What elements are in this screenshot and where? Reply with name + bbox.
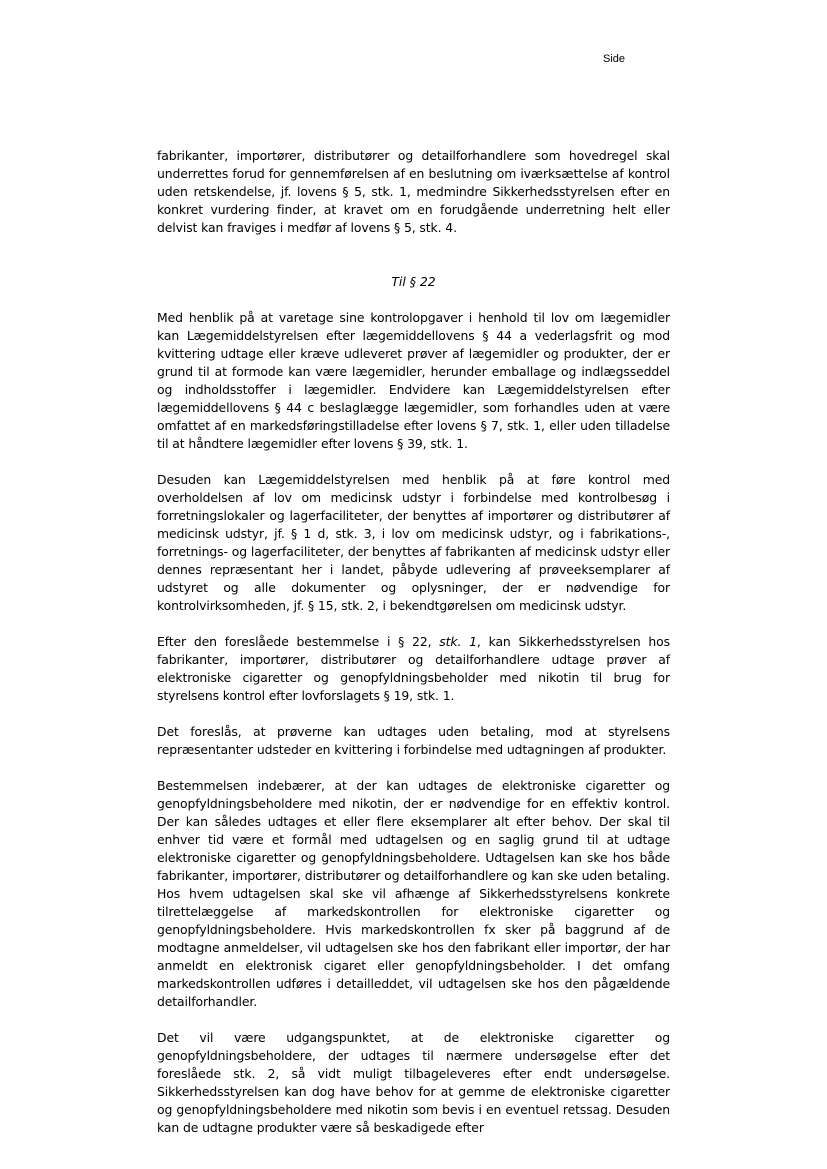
document-body (157, 147, 670, 1155)
intro-paragraph: fabrikanter, importører, distributører og detailforhandlere som hovedregel skal underrettes forud for gennemførelsen af en beslutning om iværksættelse af kontrol uden retskendelse, jf. lovens § 5, stk. 1, medmindre Sikkerhedsstyrelsen efter en konkret vurdering finder, at kravet om en forudgående underretning helt eller delvist kan fraviges i medfør af lovens § 5, stk. 4. (157, 148, 670, 235)
paragraph-1: Med henblik på at varetage sine kontrolopgaver i henhold til lov om lægemidler kan Lægemiddelstyrelsen efter lægemiddellovens § 44 a vederlagsfrit og mod kvittering udtage eller kræve udleveret prøver af lægemidler og produkter, der er grund til at formode kan være lægemidler, herunder emballage og indlægsseddel og indholdsstoffer i lægemidler. Endvidere kan Lægemiddelstyrelsen efter lægemiddellovens § 44 c beslaglægge lægemidler, som forhandles uden at være omfattet af en markedsføringstilladelse efter lovens § 7, stk. 1, eller uden tilladelse til at håndtere lægemidler efter lovens § 39, stk. 1. (157, 310, 670, 451)
paragraph-6: Det vil være udgangspunktet, at de elektroniske cigaretter og genopfyldningsbeholdere, der udtages til nærmere undersøgelse efter det foreslåede stk. 2, så vidt muligt tilbageleveres efter endt undersøgelse. Sikkerhedsstyrelsen kan dog have behov for at gemme de elektroniske cigaretter og genopfyldningsbeholdere med nikotin som bevis i en eventuel retssag. Desuden kan de udtagne produkter være så beskadigede efter (157, 1030, 670, 1135)
paragraph-2: Desuden kan Lægemiddelstyrelsen med henblik på at føre kontrol med overholdelsen af lov om medicinsk udstyr i forbindelse med kontrolbesøg i forretningslokaler og lagerfaciliteter, der benyttes af importører og distributører af medicinsk udstyr, jf. § 1 d, stk. 3, i lov om medicinsk udstyr, og i fabrikations-, forretnings- og lagerfaciliteter, der benyttes af fabrikanten af medicinsk udstyr eller dennes repræsentant her i landet, påbyde udlevering af prøveeksemplarer af udstyret og alle dokumenter og oplysninger, der er nødvendige for kontrolvirksomheden, jf. § 15, stk. 2, i bekendtgørelsen om medicinsk udstyr. (157, 472, 670, 613)
paragraph-3-text-a: Efter den foreslåede bestemmelse i § 22, (157, 634, 440, 649)
paragraph-4: Det foreslås, at prøverne kan udtages uden betaling, mod at styrelsens repræsentanter udsteder en kvittering i forbindelse med udtagningen af produkter. (157, 724, 670, 757)
page-label: Side (603, 53, 626, 65)
section-heading: Til § 22 (391, 274, 436, 289)
paragraph-3 (157, 633, 670, 705)
paragraph-5: Bestemmelsen indebærer, at der kan udtages de elektroniske cigaretter og genopfyldningsbeholdere med nikotin, der er nødvendige for en effektiv kontrol. Der kan således udtages et eller flere eksemplarer alt efter behov. Der skal til enhver tid være et formål med udtagelsen og en saglig grund til at udtage elektroniske cigaretter og genopfyldningsbeholdere. Udtagelsen kan ske hos både fabrikanter, importører, distributører og detailforhandlere og kan ske uden betaling. Hos hvem udtagelsen skal ske vil afhænge af Sikkerhedsstyrelsens konkrete tilrettelæggelse af markedskontrollen for elektroniske cigaretter og genopfyldningsbeholdere. Hvis markedskontrollen fx sker på baggrund af de modtagne anmeldelser, vil udtagelsen ske hos den fabrikant eller importør, der har anmeldt en elektronisk cigaret eller genopfyldningsbeholder. I det omfang markedskontrollen udføres i detailleddet, vil udtagelsen ske hos den pågældende detailforhandler. (157, 778, 670, 1009)
paragraph-3-italic: stk. 1 (439, 634, 477, 649)
paragraph-3-text-b: , kan Sikkerhedsstyrelsen hos fabrikanter, importører, distributører og detailforhandlere udtage prøver af elektroniske cigaretter og genopfyldningsbeholder med nikotin til brug for styrelsens kontrol efter lovforslagets § 19, stk. 1. (157, 634, 670, 703)
